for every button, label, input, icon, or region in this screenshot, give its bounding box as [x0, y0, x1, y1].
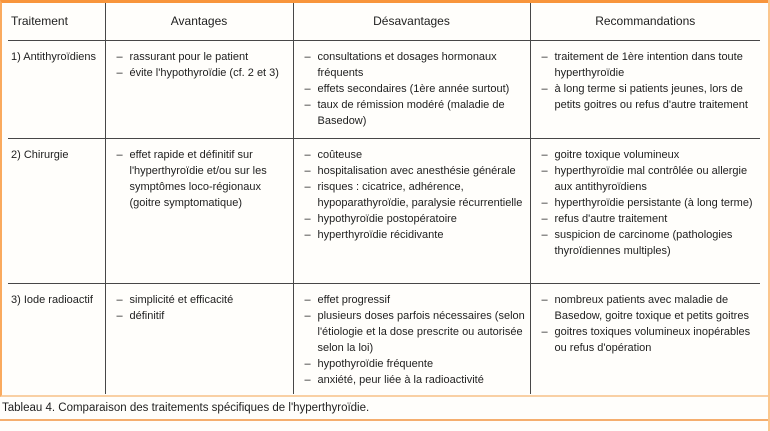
recommendations-cell	[530, 138, 760, 283]
list-item: – anxiété, peur liée à la radioactivité	[305, 372, 526, 388]
list-item: – goitres toxiques volumineux inopérables ou refus d'opération	[542, 324, 757, 356]
list-item: – hypothyroïdie fréquente	[305, 356, 526, 372]
list-item: – goitre toxique volumineux	[542, 147, 757, 163]
disadvantages-cell	[293, 40, 530, 138]
bullet-list	[305, 147, 526, 243]
list-item: – définitif	[117, 308, 289, 324]
list-item: – traitement de 1ère intention dans toute hyperthyroïdie	[542, 49, 757, 81]
list-item: – hypothyroïdie postopératoire	[305, 211, 526, 227]
column-header-recommandations: Recommandations	[530, 3, 760, 40]
bullet-list	[542, 147, 757, 259]
list-item: – hyperthyroïdie mal contrôlée ou allergie aux antithyroïdiens	[542, 163, 757, 195]
table-row	[8, 283, 760, 394]
treatment-cell: 3) Iode radioactif	[11, 293, 93, 306]
list-item: – suspicion de carcinome (pathologies thyroïdiennes multiples)	[542, 227, 757, 259]
list-item: – évite l'hypothyroïdie (cf. 2 et 3)	[117, 65, 289, 81]
list-item: – effets secondaires (1ère année surtout)	[305, 81, 526, 97]
bullet-list	[305, 292, 526, 388]
comparison-table	[8, 3, 760, 394]
list-item: – taux de rémission modéré (maladie de Basedow)	[305, 97, 526, 129]
column-header-desavantages: Désavantages	[293, 3, 530, 40]
table-row	[8, 40, 760, 138]
table-row	[8, 138, 760, 283]
table-body	[8, 40, 760, 394]
column-header-avantages: Avantages	[105, 3, 293, 40]
table-caption: Tableau 4. Comparaison des traitements spécifiques de l'hyperthyroïdie.	[0, 397, 770, 421]
disadvantages-cell	[293, 138, 530, 283]
list-item: – plusieurs doses parfois nécessaires (selon l'étiologie et la dose prescrite ou autorisée selon la loi)	[305, 308, 526, 356]
bullet-list	[117, 49, 289, 81]
treatment-cell: 2) Chirurgie	[8, 138, 105, 283]
list-item: – à long terme si patients jeunes, lors de petits goitres ou refus d'autre traitement	[542, 81, 757, 113]
bullet-list	[305, 49, 526, 129]
list-item: – risques : cicatrice, adhérence, hypoparathyroïdie, paralysie récurrentielle	[305, 179, 526, 211]
list-item: – effet rapide et définitif sur l'hyperthyroïdie et/ou sur les symptômes loco-régionaux (goitre symptomatique)	[117, 147, 289, 211]
list-item: – refus d'autre traitement	[542, 211, 757, 227]
bullet-list	[542, 49, 757, 113]
disadvantages-cell	[293, 283, 530, 394]
list-item: – hyperthyroïdie récidivante	[305, 227, 526, 243]
recommendations-cell	[530, 283, 760, 394]
list-item: – hospitalisation avec anesthésie générale	[305, 163, 526, 179]
list-item: – coûteuse	[305, 147, 526, 163]
list-item: – rassurant pour le patient	[117, 49, 289, 65]
list-item: – simplicité et efficacité	[117, 292, 289, 308]
recommendations-cell	[530, 40, 760, 138]
advantages-cell	[105, 40, 293, 138]
bullet-list	[117, 147, 289, 211]
table-header	[8, 3, 760, 40]
list-item: – effet progressif	[305, 292, 526, 308]
treatment-cell: 1) Antithyroïdiens	[8, 40, 105, 138]
bullet-list	[542, 292, 757, 356]
column-header-traitement: Traitement	[8, 3, 105, 40]
header-row	[8, 3, 760, 40]
list-item: – nombreux patients avec maladie de Basedow, goitre toxique et petits goitres	[542, 292, 757, 324]
bullet-list	[117, 292, 289, 324]
advantages-cell	[105, 283, 293, 394]
advantages-cell	[105, 138, 293, 283]
list-item: – consultations et dosages hormonaux fréquents	[305, 49, 526, 81]
list-item: – hyperthyroïdie persistante (à long terme)	[542, 195, 757, 211]
